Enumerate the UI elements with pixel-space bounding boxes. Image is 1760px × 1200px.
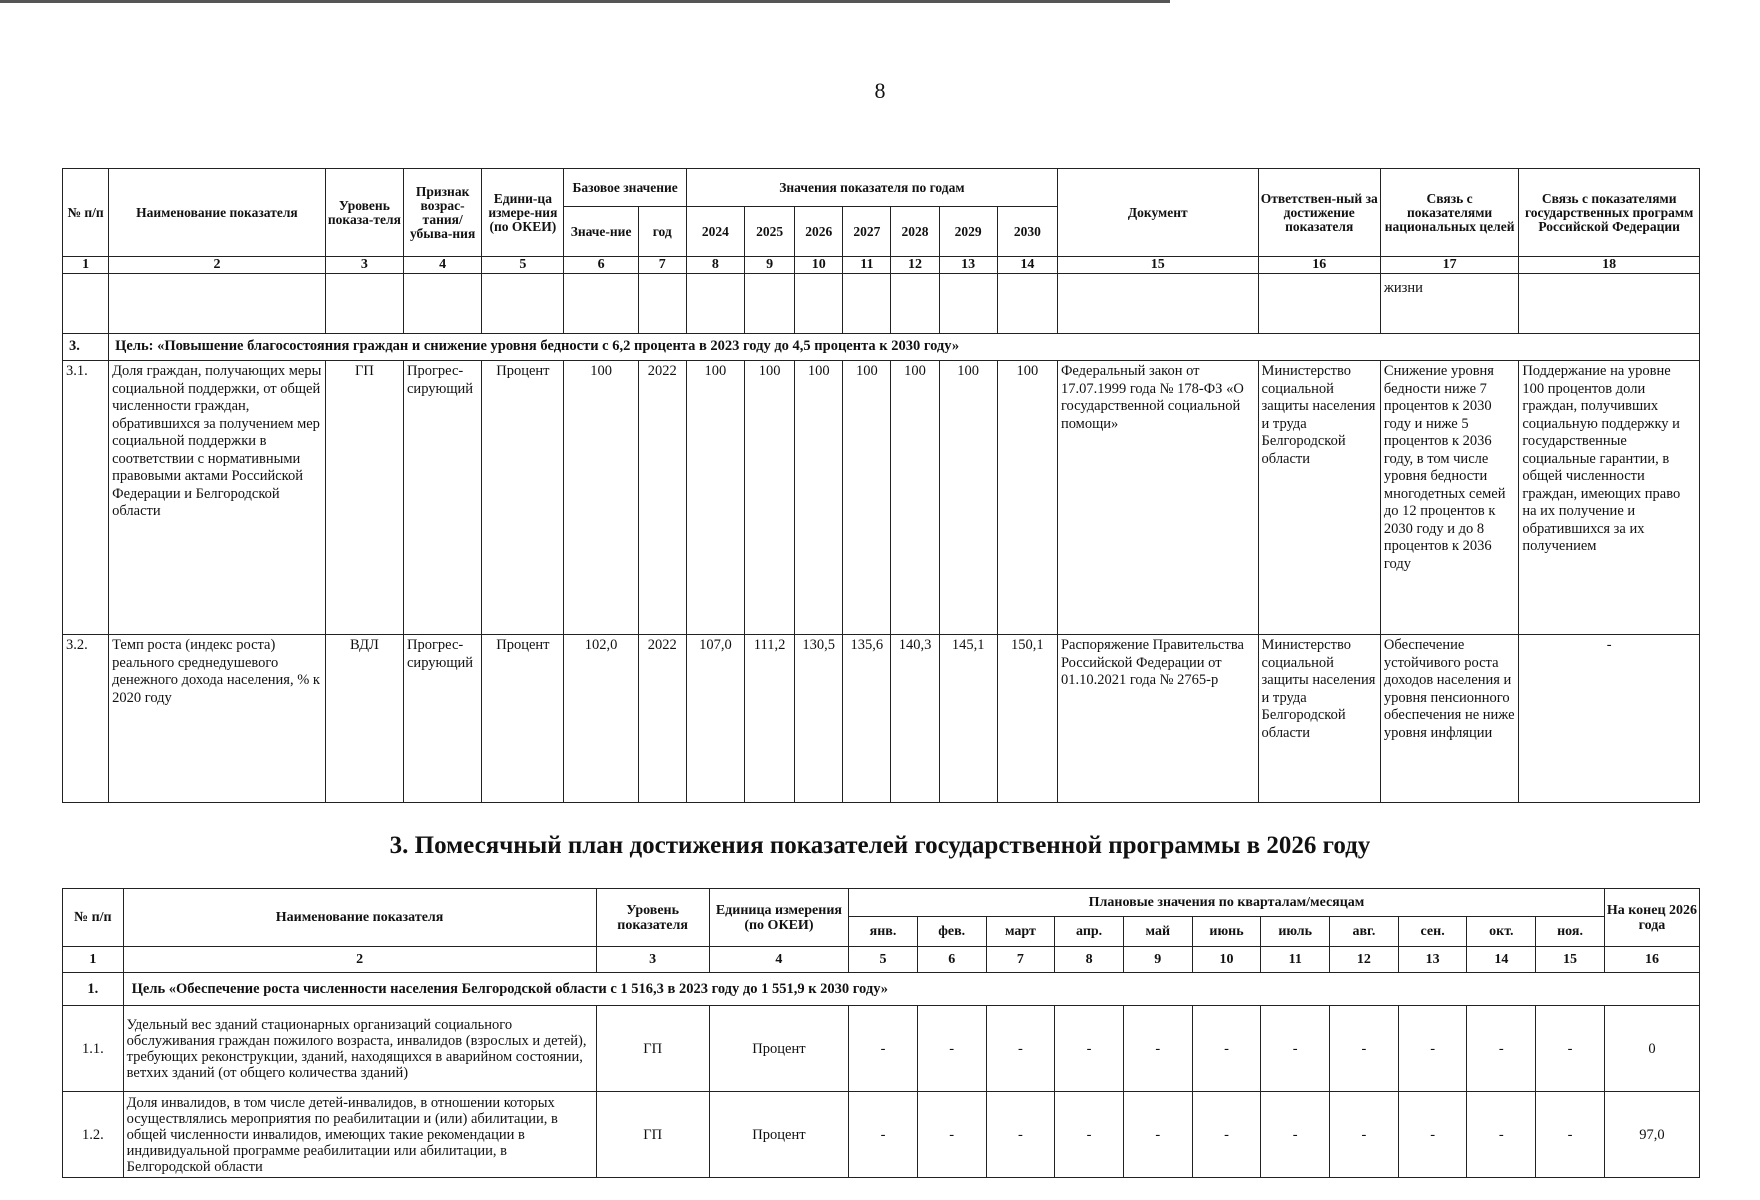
column-number: 16 — [1604, 947, 1699, 973]
row-month-value: - — [917, 1006, 986, 1092]
header-base-year: год — [638, 207, 686, 257]
column-number: 2 — [123, 947, 596, 973]
row-name: Удельный вес зданий стационарных организаций социального обслуживания граждан пожилого возраста, инвалидов (взрослых и детей), требующих реконструкции, зданий, находящихся в аварийном состоянии, ветхих зданий (от общего количества зданий) — [123, 1006, 596, 1092]
column-number: 8 — [686, 257, 744, 274]
column-number: 15 — [1536, 947, 1605, 973]
header-year: 2030 — [997, 207, 1057, 257]
row-unit: Процент — [482, 361, 564, 635]
column-number: 12 — [1330, 947, 1399, 973]
row-month-value: - — [1398, 1006, 1467, 1092]
column-number: 14 — [997, 257, 1057, 274]
column-number: 14 — [1467, 947, 1536, 973]
row-year-value: 100 — [745, 361, 795, 635]
header-name: Наименование показателя — [123, 889, 596, 947]
header-responsible: Ответствен-ный за достижение показателя — [1258, 169, 1380, 257]
row-year-value: 140,3 — [891, 635, 939, 803]
goal-no: 1. — [63, 973, 124, 1006]
column-number: 6 — [917, 947, 986, 973]
header-year: 2028 — [891, 207, 939, 257]
row-document: Распоряжение Правительства Российской Федерации от 01.10.2021 года № 2765-р — [1057, 635, 1258, 803]
column-number: 10 — [795, 257, 843, 274]
row-year-value: 111,2 — [745, 635, 795, 803]
header-month: апр. — [1055, 917, 1124, 947]
row-no: 1.1. — [63, 1006, 124, 1092]
header-planned: Плановые значения по кварталам/месяцам — [849, 889, 1605, 917]
monthly-plan-table — [62, 888, 1700, 1178]
column-number: 3 — [596, 947, 709, 973]
row-year-value: 135,6 — [843, 635, 891, 803]
row-month-value: - — [1467, 1092, 1536, 1178]
row-name: Доля граждан, получающих меры социальной поддержки, от общей численности граждан, обратившихся за получением мер социальной поддержки в соответствии с нормативными правовыми актами Российской Федерации и Белгородской области — [109, 361, 326, 635]
row-year-value: 100 — [891, 361, 939, 635]
column-number: 5 — [849, 947, 918, 973]
header-year: 2027 — [843, 207, 891, 257]
header-base-value: Значе-ние — [564, 207, 638, 257]
row-end-value: 97,0 — [1604, 1092, 1699, 1178]
row-no: 3.1. — [63, 361, 109, 635]
row-document: Федеральный закон от 17.07.1999 года № 178-ФЗ «О государственной социальной помощи» — [1057, 361, 1258, 635]
header-year: 2025 — [745, 207, 795, 257]
table-row — [63, 1006, 1700, 1092]
column-number: 4 — [404, 257, 482, 274]
header-month: ноя. — [1536, 917, 1605, 947]
row-name: Темп роста (индекс роста) реального среднедушевого денежного дохода населения, % к 2020 году — [109, 635, 326, 803]
row-month-value: - — [986, 1092, 1055, 1178]
header-month: авг. — [1330, 917, 1399, 947]
row-year-value: 150,1 — [997, 635, 1057, 803]
row-trend: Прогрес-сирующий — [404, 635, 482, 803]
row-month-value: - — [1398, 1092, 1467, 1178]
header-level: Уровень показателя — [596, 889, 709, 947]
goal-text: Цель «Обеспечение роста численности населения Белгородской области с 1 516,3 в 2023 году до 1 551,9 к 2030 году» — [123, 973, 1699, 1006]
row-level: ВДЛ — [325, 635, 403, 803]
column-number: 2 — [109, 257, 326, 274]
column-number: 3 — [325, 257, 403, 274]
row-base-year: 2022 — [638, 361, 686, 635]
header-year: 2026 — [795, 207, 843, 257]
goal-text: Цель: «Повышение благосостояния граждан и снижение уровня бедности с 6,2 процента в 2023 году до 4,5 процента к 2030 году» — [109, 334, 1700, 361]
row-program-link: - — [1519, 635, 1700, 803]
header-unit: Единица измерения (по ОКЕИ) — [709, 889, 848, 947]
row-year-value: 100 — [795, 361, 843, 635]
header-values-by-year: Значения показателя по годам — [686, 169, 1057, 207]
row-level: ГП — [325, 361, 403, 635]
row-responsible: Министерство социальной защиты населения и труда Белгородской области — [1258, 361, 1380, 635]
header-document: Документ — [1057, 169, 1258, 257]
row-month-value: - — [986, 1006, 1055, 1092]
header-month: март — [986, 917, 1055, 947]
column-number: 10 — [1192, 947, 1261, 973]
row-month-value: - — [1055, 1092, 1124, 1178]
row-month-value: - — [1261, 1006, 1330, 1092]
row-month-value: - — [849, 1092, 918, 1178]
header-unit: Едини-ца измере-ния (по ОКЕИ) — [482, 169, 564, 257]
column-number: 6 — [564, 257, 638, 274]
header-month: сен. — [1398, 917, 1467, 947]
row-no: 1.2. — [63, 1092, 124, 1178]
row-national-link: Обеспечение устойчивого роста доходов населения и уровня пенсионного обеспечения не ниже уровня инфляции — [1380, 635, 1518, 803]
row-level: ГП — [596, 1006, 709, 1092]
goal-no: 3. — [63, 334, 109, 361]
row-month-value: - — [1536, 1092, 1605, 1178]
scan-edge-line — [0, 0, 1170, 3]
header-month: янв. — [849, 917, 918, 947]
row-unit: Процент — [709, 1006, 848, 1092]
column-number: 9 — [745, 257, 795, 274]
column-number: 7 — [638, 257, 686, 274]
header-year: 2029 — [939, 207, 997, 257]
row-month-value: - — [1467, 1006, 1536, 1092]
column-number: 4 — [709, 947, 848, 973]
column-number: 1 — [63, 947, 124, 973]
column-numbers-row — [63, 257, 1700, 274]
header-level: Уровень показа-теля — [325, 169, 403, 257]
row-month-value: - — [1330, 1092, 1399, 1178]
column-number: 15 — [1057, 257, 1258, 274]
row-year-value: 107,0 — [686, 635, 744, 803]
row-year-value: 100 — [939, 361, 997, 635]
row-end-value: 0 — [1604, 1006, 1699, 1092]
row-month-value: - — [1261, 1092, 1330, 1178]
header-month: окт. — [1467, 917, 1536, 947]
header-end: На конец 2026 года — [1604, 889, 1699, 947]
row-year-value: 100 — [686, 361, 744, 635]
column-number: 7 — [986, 947, 1055, 973]
row-month-value: - — [1192, 1006, 1261, 1092]
column-number: 12 — [891, 257, 939, 274]
header-national-link: Связь с показателями национальных целей — [1380, 169, 1518, 257]
column-number: 11 — [843, 257, 891, 274]
table-row — [63, 635, 1700, 803]
section-title: 3. Помесячный план достижения показателей государственной программы в 2026 году — [389, 832, 1371, 859]
row-month-value: - — [1192, 1092, 1261, 1178]
header-base: Базовое значение — [564, 169, 686, 207]
column-number: 16 — [1258, 257, 1380, 274]
column-number: 17 — [1380, 257, 1518, 274]
column-number: 11 — [1261, 947, 1330, 973]
row-month-value: - — [1330, 1006, 1399, 1092]
row-unit: Процент — [709, 1092, 848, 1178]
header-program-link: Связь с показателями государственных программ Российской Федерации — [1519, 169, 1700, 257]
indicators-table — [62, 168, 1700, 803]
column-number: 8 — [1055, 947, 1124, 973]
header-month: июль — [1261, 917, 1330, 947]
row-year-value: 130,5 — [795, 635, 843, 803]
column-number: 13 — [939, 257, 997, 274]
header-trend: Признак возрас-тания/ убыва-ния — [404, 169, 482, 257]
header-month: июнь — [1192, 917, 1261, 947]
row-unit: Процент — [482, 635, 564, 803]
row-level: ГП — [596, 1092, 709, 1178]
row-program-link: Поддержание на уровне 100 процентов доли граждан, получивших социальную поддержку и государственные социальные гарантии, в общей численности граждан, имеющих право на их получение и обратившихся за их получением — [1519, 361, 1700, 635]
header-month: май — [1123, 917, 1192, 947]
row-national-link: Снижение уровня бедности ниже 7 процентов к 2030 году и ниже 5 процентов к 2036 году, в том числе уровня бедности многодетных семей до 12 процентов к 2030 году и до 8 процентов к 2036 году — [1380, 361, 1518, 635]
table-row — [63, 361, 1700, 635]
row-year-value: 100 — [997, 361, 1057, 635]
row-month-value: - — [1536, 1006, 1605, 1092]
continuation-row — [63, 274, 1700, 334]
column-number: 13 — [1398, 947, 1467, 973]
table-row — [63, 1092, 1700, 1178]
row-base-year: 2022 — [638, 635, 686, 803]
row-month-value: - — [1123, 1006, 1192, 1092]
continuation-text: жизни — [1380, 274, 1518, 334]
column-number: 18 — [1519, 257, 1700, 274]
row-base-value: 100 — [564, 361, 638, 635]
row-name: Доля инвалидов, в том числе детей-инвалидов, в отношении которых осуществлялись мероприятия по реабилитации и (или) абилитации, в общей численности инвалидов, имеющих такие рекомендации в индивидуальной программе реабилитации или абилитации, в Белгородской области — [123, 1092, 596, 1178]
column-numbers-row — [63, 947, 1700, 973]
header-no: № п/п — [63, 889, 124, 947]
column-number: 1 — [63, 257, 109, 274]
header-month: фев. — [917, 917, 986, 947]
row-year-value: 100 — [843, 361, 891, 635]
row-month-value: - — [849, 1006, 918, 1092]
page-number: 8 — [874, 78, 886, 103]
header-no: № п/п — [63, 169, 109, 257]
column-number: 9 — [1123, 947, 1192, 973]
row-month-value: - — [1123, 1092, 1192, 1178]
row-responsible: Министерство социальной защиты населения и труда Белгородской области — [1258, 635, 1380, 803]
row-trend: Прогрес-сирующий — [404, 361, 482, 635]
row-base-value: 102,0 — [564, 635, 638, 803]
column-number: 5 — [482, 257, 564, 274]
goal-row — [63, 973, 1700, 1006]
row-no: 3.2. — [63, 635, 109, 803]
row-month-value: - — [917, 1092, 986, 1178]
header-year: 2024 — [686, 207, 744, 257]
header-name: Наименование показателя — [109, 169, 326, 257]
row-month-value: - — [1055, 1006, 1124, 1092]
goal-row — [63, 334, 1700, 361]
row-year-value: 145,1 — [939, 635, 997, 803]
